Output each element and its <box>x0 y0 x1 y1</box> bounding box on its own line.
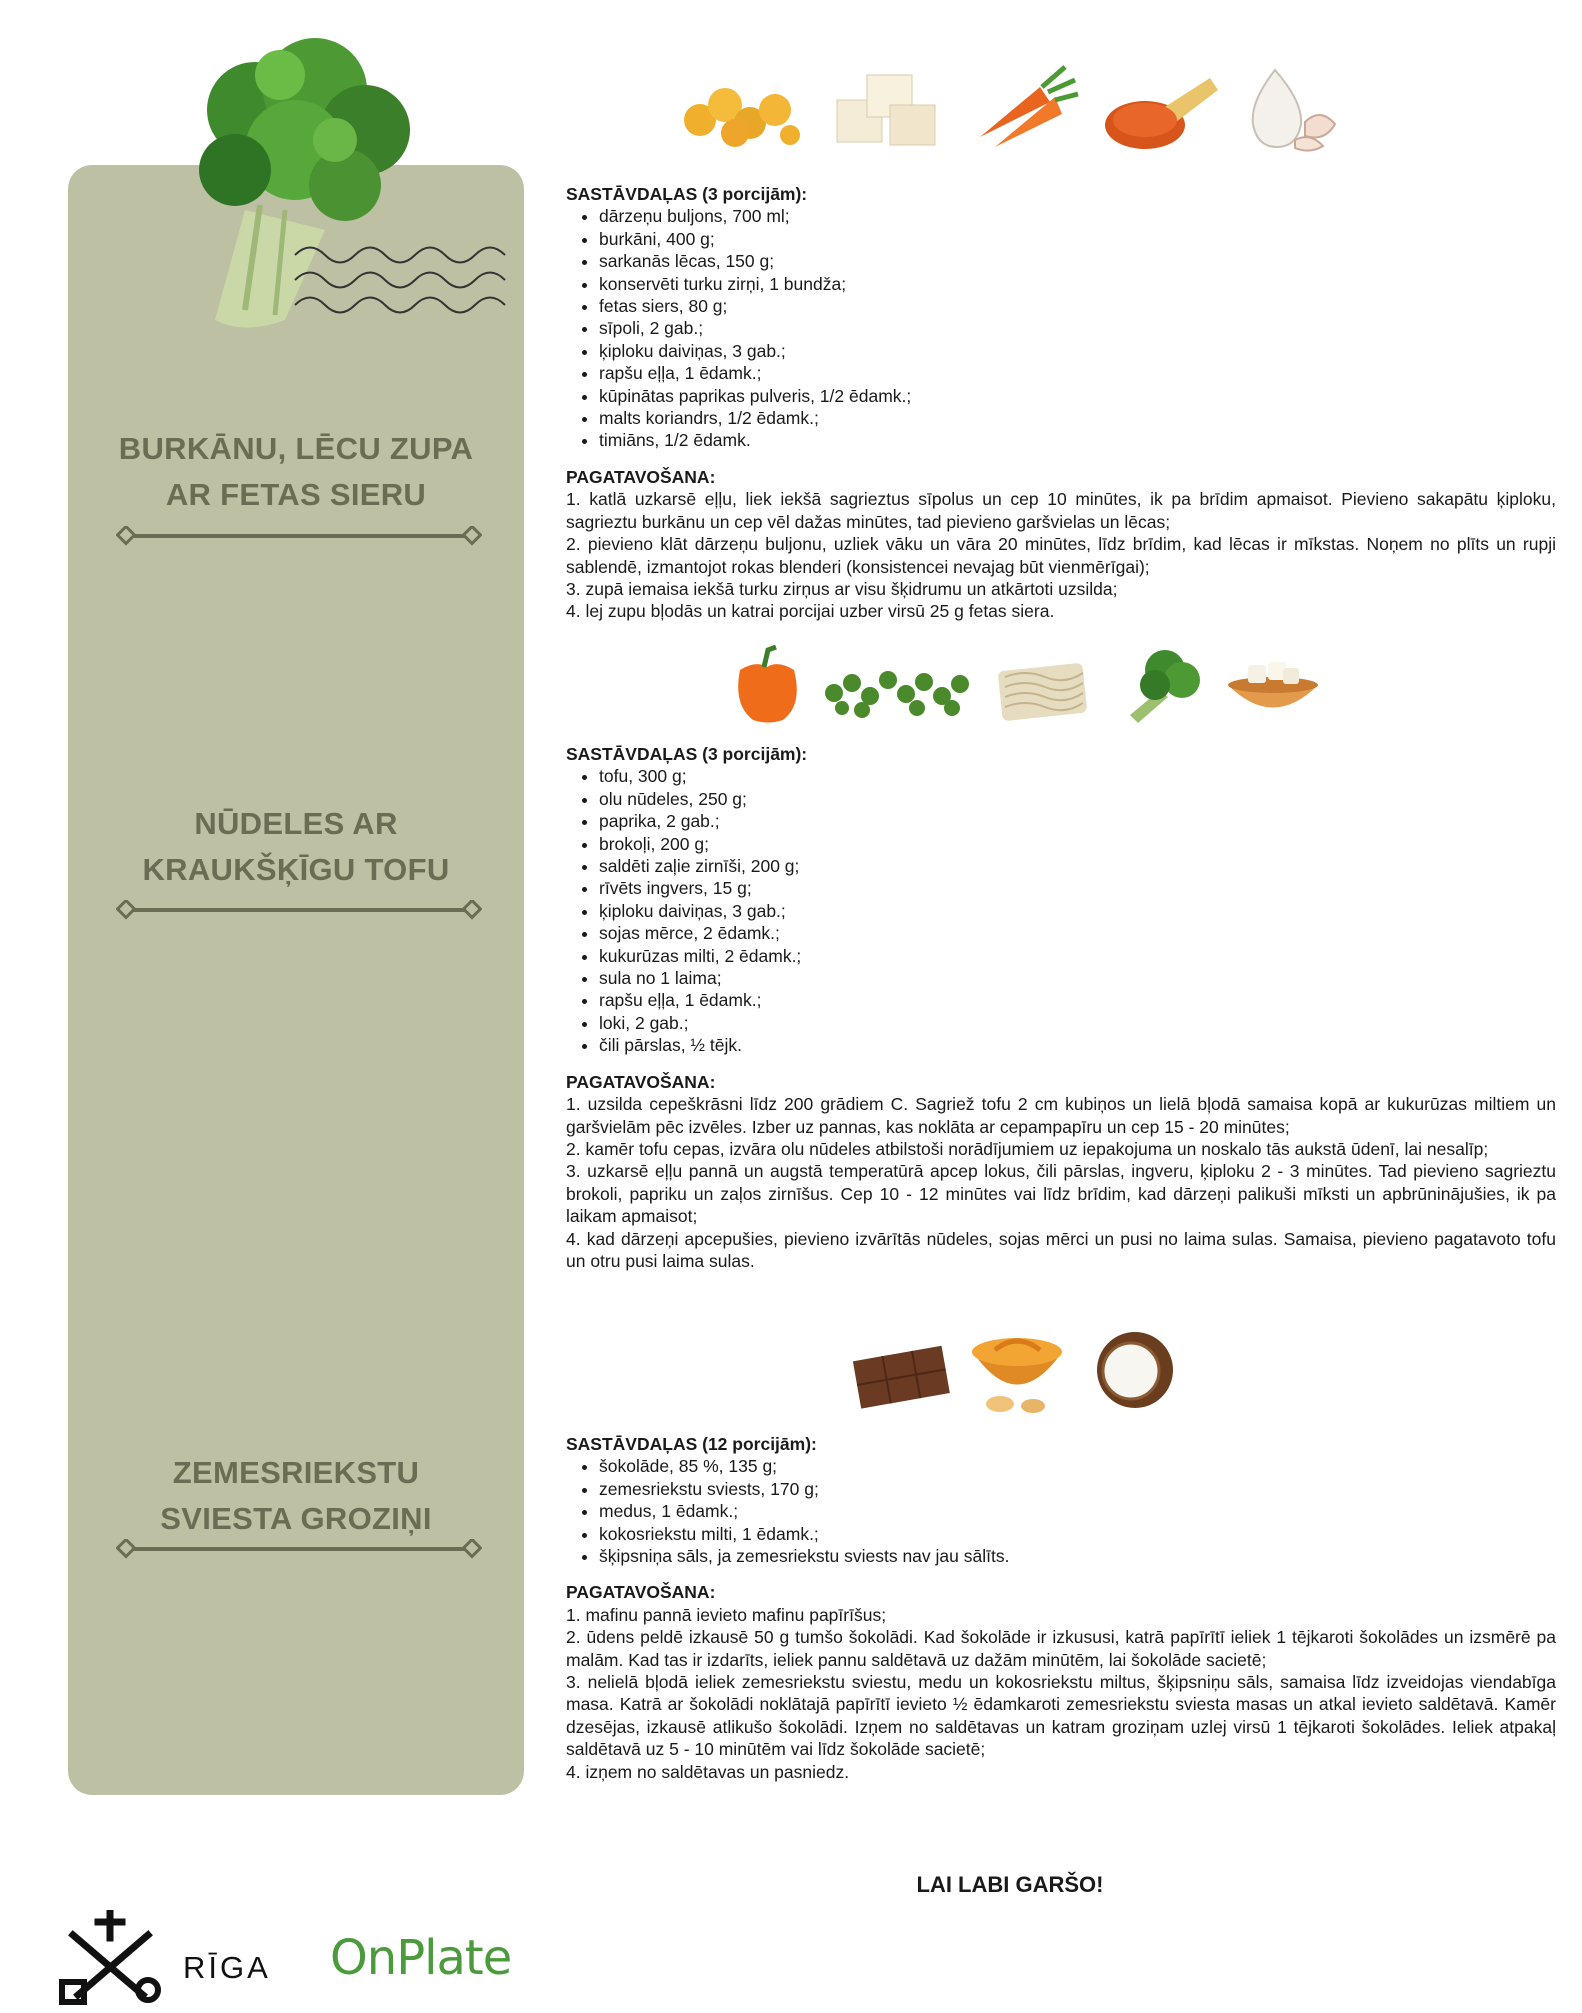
list-item: • konservēti turku zirņi, 1 bundža; <box>599 273 1556 295</box>
riga-logo-text: RĪGA <box>183 1950 271 1985</box>
list-item: • kūpinātas paprikas pulveris, 1/2 ēdamk.; <box>599 385 1556 407</box>
list-item: • rīvēts ingvers, 15 g; <box>599 877 1556 899</box>
green-peas-icon <box>822 658 977 720</box>
list-item: • rapšu eļļa, 1 ēdamk.; <box>599 989 1556 1011</box>
peanut-butter-icon <box>965 1322 1070 1417</box>
step-text: 3. zupā iemaisa iekšā turku zirņus ar visu šķidrumu un atkārtoti uzsilda; <box>566 578 1118 599</box>
list-item: • rapšu eļļa, 1 ēdamk.; <box>599 362 1556 384</box>
list-item: • dārzeņu buljons, 700 ml; <box>599 205 1556 227</box>
riga-keys-logo-icon <box>58 1910 163 2005</box>
list-item: • sojas mērce, 2 ēdamk.; <box>599 922 1556 944</box>
chickpeas-icon <box>680 75 805 150</box>
tofu-bowl-icon <box>1223 650 1323 722</box>
list-item: • fetas siers, 80 g; <box>599 295 1556 317</box>
list-item: • sīpoli, 2 gab.; <box>599 317 1556 339</box>
recipe-2-steps <box>566 1093 1556 1272</box>
chocolate-icon <box>848 1335 956 1415</box>
recipe-2-divider <box>116 900 482 920</box>
recipe-1-title-line-1: BURKĀNU, LĒCU ZUPA <box>118 431 474 466</box>
recipe-2-ingredients-list <box>566 765 1556 1056</box>
closing-text: LAI LABI GARŠO! <box>916 1872 1104 1897</box>
recipe-2-ingredients-heading: SASTĀVDAĻAS (3 porcijām): <box>566 744 808 764</box>
recipe-3-ingredients-heading: SASTĀVDAĻAS (12 porcijām): <box>566 1434 817 1454</box>
step-text: 1. katlā uzkarsē eļļu, liek iekšā sagrieztus sīpolus un cep 10 minūtes, ik pa brīdim apmaisot. Pievieno sakapātu ķiploku, sagrieztu burkānu un cep vēl dažas minūtes, tad pievieno garšvielas un lēcas; <box>566 489 1556 532</box>
step-text: 4. kad dārzeņi apcepušies, pievieno izvārītās nūdeles, sojas mērci un pusi no laima sulas. Samaisa, pievieno pagatavoto tofu un otru pusi laima sulas. <box>566 1228 1556 1271</box>
list-item: • sarkanās lēcas, 150 g; <box>599 250 1556 272</box>
list-item: • ķiploku daiviņas, 3 gab.; <box>599 340 1556 362</box>
recipe-1-content <box>566 183 1556 623</box>
step-text: 2. pievieno klāt dārzeņu buljonu, uzliek vāku un vāra 20 minūtes, līdz brīdim, kad lēcas ir mīkstas. Noņem no plīts un rupji sablendē, izmantojot rokas blenderi (konsistencei nevajag būt vienmērīgai); <box>566 534 1556 577</box>
bell-pepper-icon <box>728 645 806 725</box>
list-item: • kukurūzas milti, 2 ēdamk.; <box>599 945 1556 967</box>
recipe-2-preparation-heading: PAGATAVOŠANA: <box>566 1071 716 1092</box>
list-item: • zemesriekstu sviests, 170 g; <box>599 1478 1556 1500</box>
broccoli-icon <box>1120 645 1205 725</box>
recipe-3-content <box>566 1433 1556 1783</box>
paprika-powder-icon <box>1100 70 1220 155</box>
list-item: • olu nūdeles, 250 g; <box>599 788 1556 810</box>
recipe-1-divider <box>116 526 482 546</box>
list-item: • kokosriekstu milti, 1 ēdamk.; <box>599 1523 1556 1545</box>
recipe-2-title-line-1: NŪDELES AR <box>194 806 398 841</box>
list-item: • ķiploku daiviņas, 3 gab.; <box>599 900 1556 922</box>
recipe-1-preparation-heading: PAGATAVOŠANA: <box>566 466 716 487</box>
onplate-logo-text: OnPlate <box>330 1930 512 1986</box>
recipe-3-divider <box>116 1539 482 1559</box>
step-text: 3. uzkarsē eļļu pannā un augstā temperatūrā apcep lokus, čili pārslas, ingveru, ķiploku 2 - 3 minūtes. Tad pievieno sagrieztu brokoli, papriku un zaļos zirnīšus. Cep 10 - 12 minūtes vai līdz brīdim, kad dārzeņi palikuši mīksti un apbrūninājušies, ik pa laikam apmaisot; <box>566 1161 1556 1227</box>
recipe-2-title-line-2: KRAUKŠĶĪGU TOFU <box>142 852 450 887</box>
recipe-2-title <box>68 801 524 893</box>
recipe-3-preparation-heading: PAGATAVOŠANA: <box>566 1582 716 1603</box>
list-item: • brokoļi, 200 g; <box>599 833 1556 855</box>
egg-noodles-icon <box>995 655 1090 725</box>
step-text: 2. ūdens peldē izkausē 50 g tumšo šokolādi. Kad šokolāde ir izkususi, katrā papīrītī ieliek 1 tējkaroti šokolādes un izsmērē pa malām. Kad tas ir izdarīts, ieliek pannu saldētavā uz dažām minūtēm, lai šokolāde sacietē; <box>566 1627 1556 1670</box>
step-text: 1. uzsilda cepeškrāsni līdz 200 grādiem C. Sagriež tofu 2 cm kubiņos un lielā bļodā samaisa kopā ar kukurūzas miltiem un garšvielām pēc izvēles. Izber uz pannas, kas noklāta ar cepampapīru un cep 15 - 20 minūtes; <box>566 1094 1556 1137</box>
list-item: • paprika, 2 gab.; <box>599 810 1556 832</box>
step-text: 2. kamēr tofu cepas, izvāra olu nūdeles atbilstoši norādījumiem uz iepakojuma un noskalo tās aukstā ūdenī, lai nesalīp; <box>566 1138 1489 1159</box>
list-item: • šķipsniņa sāls, ja zemesriekstu sviests nav jau sālīts. <box>599 1545 1556 1567</box>
recipe-2-content <box>566 743 1556 1272</box>
list-item: • medus, 1 ēdamk.; <box>599 1500 1556 1522</box>
recipe-3-title-line-2: SVIESTA GROZIŅI <box>160 1501 432 1536</box>
list-item: • tofu, 300 g; <box>599 765 1556 787</box>
feta-cheese-icon <box>837 75 935 145</box>
recipe-1-ingredients-heading: SASTĀVDAĻAS (3 porcijām): <box>566 184 808 204</box>
step-text: 4. izņem no saldētavas un pasniedz. <box>566 1761 850 1782</box>
list-item: • burkāni, 400 g; <box>599 228 1556 250</box>
wavy-lines-decoration <box>290 240 520 325</box>
list-item: • sula no 1 laima; <box>599 967 1556 989</box>
recipe-3-title <box>68 1450 524 1542</box>
step-text: 1. mafinu pannā ievieto mafinu papīrīšus; <box>566 1604 887 1625</box>
recipe-3-title-line-1: ZEMESRIEKSTU <box>172 1455 420 1490</box>
step-text: 4. lej zupu bļodās un katrai porcijai uzber virsū 25 g fetas siera. <box>566 601 1055 622</box>
recipe-1-title-line-2: AR FETAS SIERU <box>165 477 427 512</box>
step-text: 3. nelielā bļodā ieliek zemesriekstu sviestu, medu un kokosriekstu miltus, šķipsniņu sāls, samaisa līdz izveidojas viendabīga masa. Katrā ar šokolādi noklātajā papīrītī ievieto ½ ēdamkaroti zemesriekstu sviesta masas un atkal ievieto saldētavā. Kamēr dzesējas, izkausē atlikušo šokolādi. Izņem no saldētavas un katram groziņam uzlej virsū 1 tējkaroti šokolādes. Ieliek atpakaļ saldētavā uz 5 - 10 minūtēm vai līdz šokolāde sacietē; <box>566 1672 1556 1760</box>
list-item: • čili pārslas, ½ tējk. <box>599 1034 1556 1056</box>
recipe-1-steps <box>566 488 1556 622</box>
list-item: • timiāns, 1/2 ēdamk. <box>599 429 1556 451</box>
carrot-icon <box>970 62 1080 152</box>
coconut-icon <box>1085 1325 1185 1410</box>
recipe-1-title <box>68 426 524 518</box>
recipe-3-steps <box>566 1604 1556 1783</box>
list-item: • loki, 2 gab.; <box>599 1012 1556 1034</box>
recipe-1-ingredients-list <box>566 205 1556 451</box>
list-item: • saldēti zaļie zirnīši, 200 g; <box>599 855 1556 877</box>
recipe-3-ingredients-list <box>566 1455 1556 1567</box>
list-item: • šokolāde, 85 %, 135 g; <box>599 1455 1556 1477</box>
garlic-icon <box>1235 62 1340 154</box>
list-item: • malts koriandrs, 1/2 ēdamk.; <box>599 407 1556 429</box>
